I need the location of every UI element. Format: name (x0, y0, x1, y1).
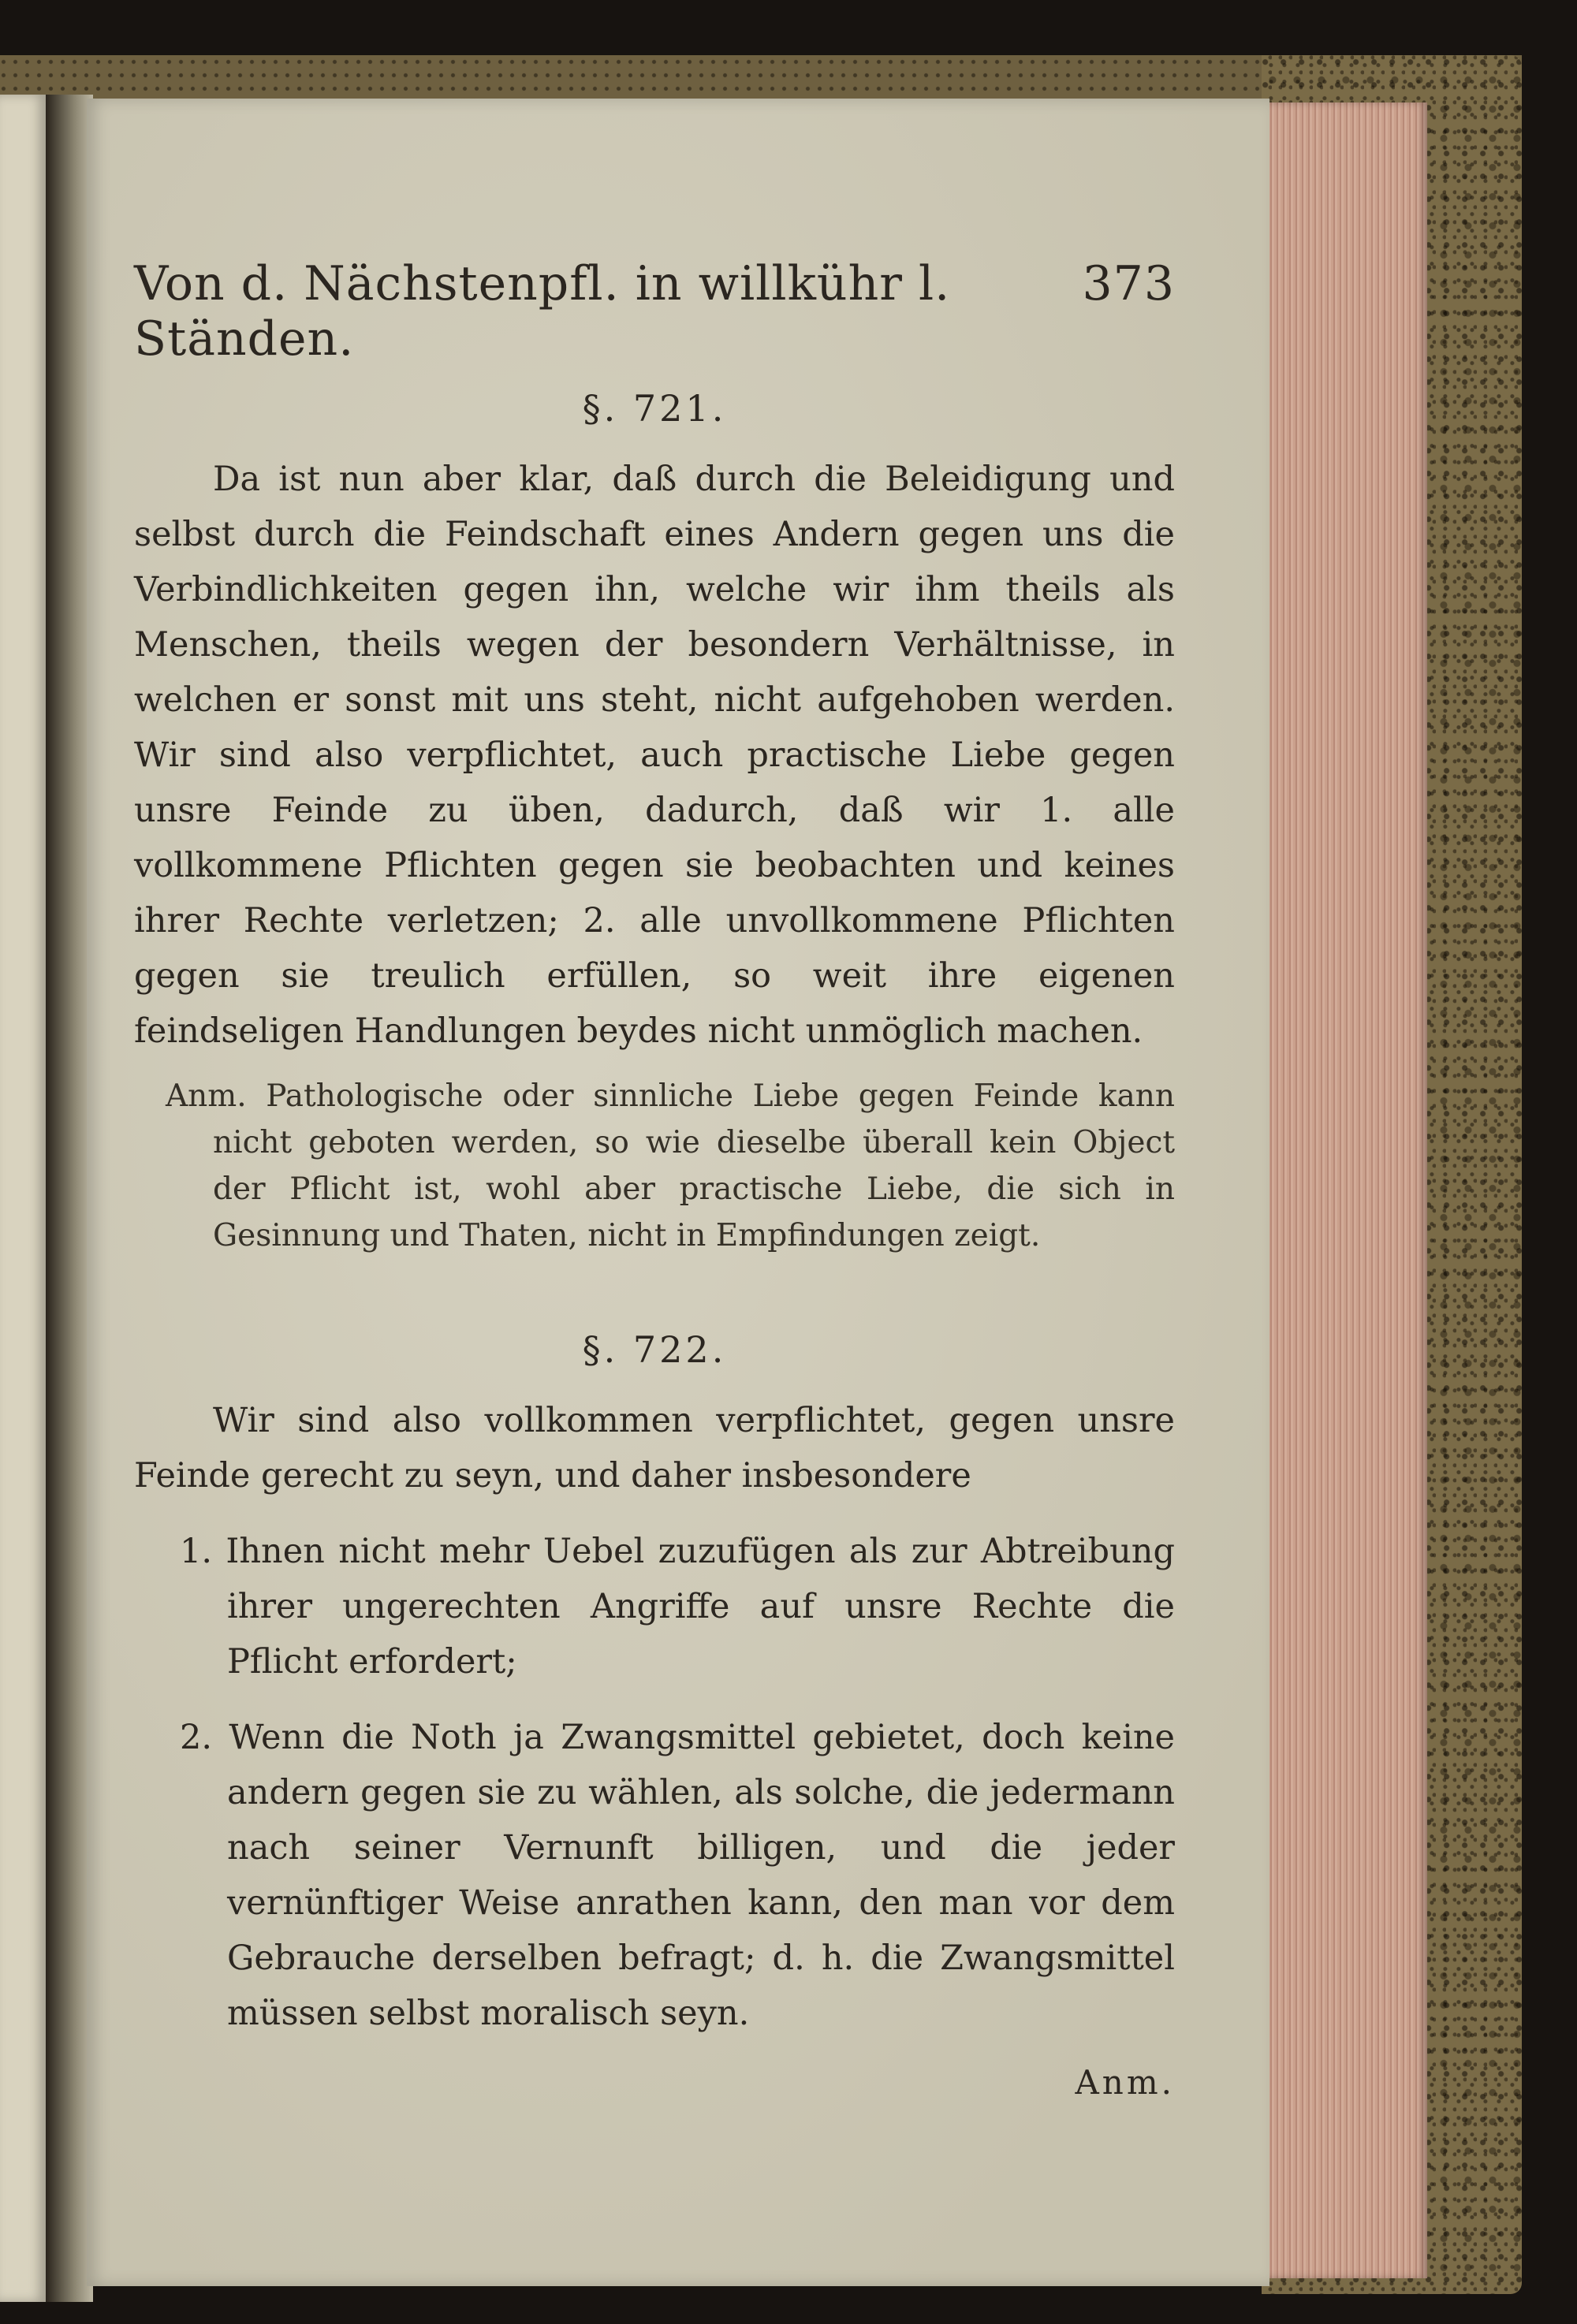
section-heading-721: §. 721. (582, 387, 727, 430)
running-head: Von d. Nächstenpfl. in willkühr l. Ständen. (134, 256, 951, 367)
page-fore-edge (1262, 102, 1427, 2278)
page-header (134, 256, 1175, 367)
book-gutter (46, 95, 93, 2302)
page-text (134, 256, 1175, 2102)
page-number: 373 (1082, 256, 1175, 311)
section-heading-722: §. 722. (582, 1328, 727, 1371)
catchword: Anm. (1075, 2063, 1175, 2102)
book-page (87, 99, 1269, 2286)
facing-page-edge (0, 95, 46, 2302)
section-721-paragraph: Da ist nun aber klar, daß durch die Beleidigung und selbst durch die Feindschaft eines Andern gegen uns die Verbindlichkeiten gegen ihn, welche wir ihm theils als Menschen, theils wegen der besondern Verhältnisse, in welchen er sonst mit uns steht, nicht aufgehoben werden. Wir sind also verpflichtet, auch practische Liebe gegen unsre Feinde zu üben, dadurch, daß wir 1. alle vollkommene Pflichten gegen sie beobachten und keines ihrer Rechte verletzen; 2. alle unvollkommene Pflichten gegen sie treulich erfüllen, so weit ihre eigenen feindseligen Handlungen beydes nicht unmöglich machen. (134, 460, 1175, 1051)
list-item: 1. Ihnen nicht mehr Uebel zuzufügen als zur Abtreibung ihrer ungerechten Angriffe auf unsre Rechte die Pflicht erfordert; (180, 1532, 1175, 1682)
list-item: 2. Wenn die Noth ja Zwangsmittel gebietet, doch keine andern gegen sie zu wählen, als solche, die jedermann nach seiner Vernunft billigen, und die jeder vernünftiger Weise anrathen kann, den man vor dem Gebrauche derselben befragt; d. h. die Zwangsmittel müssen selbst moralisch seyn. (180, 1718, 1175, 2033)
section-722-intro: Wir sind also vollkommen verpflichtet, gegen unsre Feinde gerecht zu seyn, und daher insbesondere (134, 1401, 1175, 1495)
section-721-note: Anm. Pathologische oder sinnliche Liebe gegen Feinde kann nicht geboten werden, so wie dieselbe überall kein Object der Pflicht ist, wohl aber practische Liebe, die sich in Gesinnung und Thaten, nicht in Empfindungen zeigt. (166, 1078, 1175, 1253)
